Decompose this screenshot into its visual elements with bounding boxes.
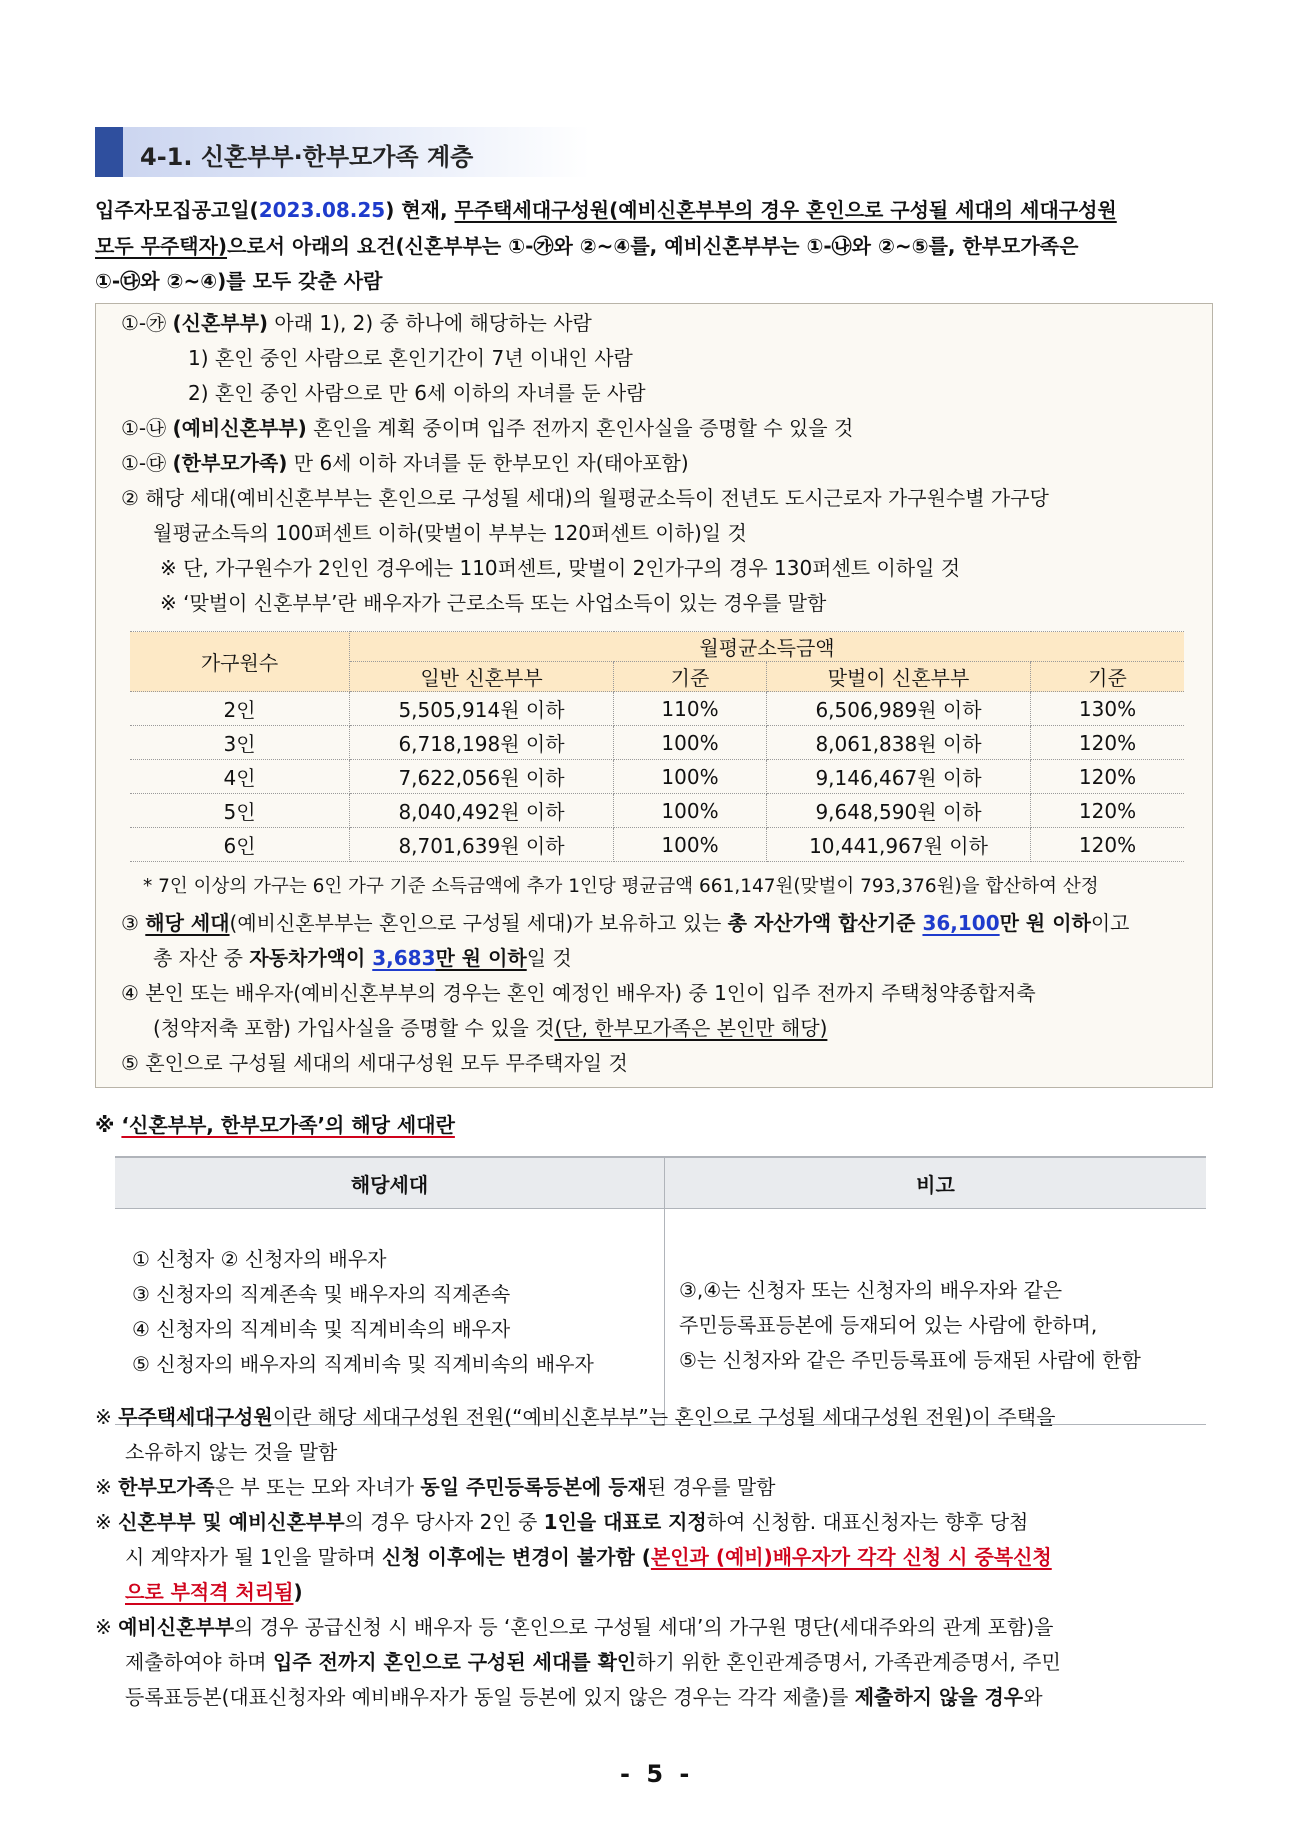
note-bold-text: 무주택세대구성원 [118,1405,273,1429]
cell-general-std: 110% [614,692,767,726]
cell-size: 3인 [130,726,350,760]
cell-dual: 6,506,989원 이하 [767,692,1031,726]
note-representative [95,1505,1052,1610]
col-header-household: 해당세대 [115,1157,665,1209]
req-savings-1: ④ 본인 또는 배우자(예비신혼부부의 경우는 혼인 예정인 배우자) 중 1인이 입주 전까지 주택청약종합저축 [121,981,1036,1005]
cell-dual-std: 120% [1031,828,1185,862]
list-item: ④ 신청자의 직계비속 및 직계비속의 배우자 [132,1317,511,1341]
list-item: ⑤는 신청자와 같은 주민등록표에 등재된 사람에 한함 [679,1348,1141,1372]
cell-dual: 10,441,967원 이하 [767,828,1031,862]
req-text: 총 자산 중 [153,946,250,970]
note-text: 이란 해당 세대구성원 전원(“예비신혼부부”는 혼인으로 구성될 세대구성원 전원)이 주택을 [272,1405,1056,1429]
col-header-remarks: 비고 [665,1157,1207,1209]
note-bold-text: 1인을 대표로 지정 [543,1510,707,1534]
note-bold-text: 제출하지 않을 경우 [854,1685,1024,1709]
cell-general-std: 100% [614,726,767,760]
note-text: 시 계약자가 될 1인을 말하며 [125,1545,383,1569]
req-income-note-2: ※ ‘맞벌이 신혼부부’란 배우자가 근로소득 또는 사업소득이 있는 경우를 말함 [160,591,827,615]
list-item: ① 신청자 ② 신청자의 배우자 [132,1247,387,1271]
note-marker: ※ [95,1475,119,1499]
note-bold-text: 신청 이후에는 변경이 불가함 ( [382,1545,651,1569]
cell-dual-std: 120% [1031,726,1185,760]
cell-general: 5,505,914원 이하 [350,692,614,726]
table-row [115,1209,1206,1425]
cell-dual-std: 130% [1031,692,1185,726]
note-bold-text: 신혼부부 및 예비신혼부부 [118,1510,345,1534]
req-text: (청약저축 포함) 가입사실을 증명할 수 있을 것 [153,1016,555,1040]
req-marker: ①-㉮ [121,311,173,335]
req-marker: ①-㉰ [121,451,173,475]
cell-dual: 8,061,838원 이하 [767,726,1031,760]
cell-size: 6인 [130,828,350,862]
note-warning-text: 으로 부적격 처리됨 [125,1580,294,1604]
cell-general: 6,718,198원 이하 [350,726,614,760]
req-text: 만 6세 이하 자녀를 둔 한부모인 자(태아포함) [287,451,689,475]
cell-general-std: 100% [614,794,767,828]
req-newlywed [121,307,592,339]
cell-general: 8,040,492원 이하 [350,794,614,828]
table-row [130,794,1184,828]
req-single-parent [121,447,689,479]
req-income-1: ② 해당 세대(예비신혼부부는 혼인으로 구성될 세대)의 월평균소득이 전년도 도시근로자 가구원수별 가구당 [121,486,1049,510]
note-text: 의 경우 공급신청 시 배우자 등 ‘혼인으로 구성될 세대’의 가구원 명단(세대주와의 관계 포함)을 [234,1615,1054,1639]
note-marker: ※ [95,1615,119,1639]
household-members-cell [115,1209,665,1425]
note-marker: ※ [95,1510,119,1534]
cell-dual-std: 120% [1031,794,1185,828]
section-heading [95,127,590,177]
intro-line-1 [95,193,1117,227]
req-bold-text: 만 원 이하 [435,946,527,970]
note-single-parent [95,1470,776,1505]
announcement-date: 2023.08.25 [258,198,386,222]
note-bold-text: 입주 전까지 혼인으로 구성된 세대를 확인 [272,1650,637,1674]
col-header-income-group: 월평균소득금액 [350,632,1185,662]
note-prospective [95,1610,1061,1715]
intro-text: 입주자모집공고일( [95,198,259,222]
list-item: 주민등록표등본에 등재되어 있는 사람에 한하며, [679,1313,1098,1337]
table-row [130,760,1184,794]
list-item: ⑤ 신청자의 배우자의 직계비속 및 직계비속의 배우자 [132,1352,594,1376]
col-header-dual-std: 기준 [1031,662,1185,692]
table-row [130,726,1184,760]
note-text: 은 부 또는 모와 자녀가 [214,1475,421,1499]
note-marker: ※ [95,1113,122,1137]
intro-line-3 [95,264,382,298]
req-newlywed-1: 1) 혼인 중인 사람으로 혼인기간이 7년 이내인 사람 [188,346,633,370]
intro-underlined-text: 무주택세대구성원(예비신혼부부의 경우 혼인으로 구성될 세대의 세대구성원 [454,198,1117,222]
req-income-note-1: ※ 단, 가구원수가 2인인 경우에는 110퍼센트, 맞벌이 2인가구의 경우 130퍼센트 이하일 것 [160,556,961,580]
req-prospective [121,412,853,444]
list-item: ③ 신청자의 직계존속 및 배우자의 직계존속 [132,1282,511,1306]
col-header-general-std: 기준 [614,662,767,692]
req-text: 이고 [1090,911,1130,935]
cell-general-std: 100% [614,760,767,794]
note-bold-text: 예비신혼부부 [118,1615,235,1639]
note-bold-text: 한부모가족 [118,1475,215,1499]
req-text: (예비신혼부부는 혼인으로 구성될 세대)가 보유하고 있는 [229,911,728,935]
col-header-general: 일반 신혼부부 [350,662,614,692]
note-text: 하기 위한 혼인관계증명서, 가족관계증명서, 주민 [636,1650,1061,1674]
req-text: 아래 1), 2) 중 하나에 해당하는 사람 [268,311,592,335]
req-label: (예비신혼부부) [172,416,307,440]
intro-text: ①-㉰와 ②~④)를 모두 갖춘 사람 [95,269,383,293]
cell-general: 8,701,639원 이하 [350,828,614,862]
note-text: 제출하여야 하며 [125,1650,273,1674]
intro-line-2 [95,229,1078,263]
note-text: 하여 신청함. 대표신청자는 향후 당첨 [706,1510,1029,1534]
req-newlywed-2: 2) 혼인 중인 사람으로 만 6세 이하의 자녀를 둔 사람 [188,381,646,405]
table-row [130,692,1184,726]
req-asset-2 [153,942,572,974]
req-text: 혼인을 계획 중이며 입주 전까지 혼인사실을 증명할 수 있을 것 [306,416,854,440]
req-bold-text: 해당 세대 [145,911,230,935]
cell-dual-std: 120% [1031,760,1185,794]
req-underlined-text: (단, 한부모가족은 본인만 해당) [554,1016,828,1040]
section-title: 4-1. 신혼부부·한부모가족 계층 [140,143,474,171]
intro-text: ) 현재, [385,198,455,222]
note-marker: ※ [95,1405,119,1429]
req-marker: ①-㉯ [121,416,173,440]
cell-size: 4인 [130,760,350,794]
note-bold-text: 동일 주민등록등본에 등재 [420,1475,647,1499]
req-label: (한부모가족) [172,451,288,475]
asset-limit-value: 36,100 [922,911,1000,935]
household-title [95,1108,455,1142]
note-text: 와 [1023,1685,1043,1709]
cell-size: 2인 [130,692,350,726]
req-label: (신혼부부) [172,311,269,335]
income-footnote: * 7인 이상의 가구는 6인 가구 기준 소득금액에 추가 1인당 평균금액 661,147원(맞벌이 793,376원)을 합산하여 산정 [143,876,1099,897]
note-text: 등록표등본(대표신청자와 예비배우자가 동일 등본에 있지 않은 경우는 각각 제출)를 [125,1685,855,1709]
req-savings-2 [153,1012,827,1044]
note-no-house-member [95,1400,1055,1470]
req-marker: ③ [121,911,146,935]
cell-general: 7,622,056원 이하 [350,760,614,794]
cell-dual: 9,648,590원 이하 [767,794,1031,828]
car-limit-value: 3,683 [372,946,436,970]
note-text: 소유하지 않는 것을 말함 [125,1440,338,1464]
note-bold-text: ) [293,1580,303,1604]
req-bold-text: 자동차가액이 [249,946,373,970]
cell-dual: 9,146,467원 이하 [767,760,1031,794]
note-warning-text: 본인과 (예비)배우자가 각각 신청 시 중복신청 [650,1545,1052,1569]
req-income-2: 월평균소득의 100퍼센트 이하(맞벌이 부부는 120퍼센트 이하)일 것 [153,521,747,545]
note-text: 의 경우 당사자 2인 중 [344,1510,544,1534]
req-asset-1 [121,907,1130,939]
cell-general-std: 100% [614,828,767,862]
req-no-house: ⑤ 혼인으로 구성될 세대의 세대구성원 모두 무주택자일 것 [121,1051,628,1075]
note-text: 된 경우를 말함 [646,1475,776,1499]
req-bold-text: 만 원 이하 [999,911,1091,935]
col-header-household-size: 가구원수 [130,632,350,692]
col-header-dual: 맞벌이 신혼부부 [767,662,1031,692]
household-table [115,1156,1206,1425]
intro-underlined-text: 모두 무주택자) [95,234,228,258]
req-bold-text: 총 자산가액 합산기준 [727,911,923,935]
income-table [130,631,1184,862]
req-text: 일 것 [526,946,572,970]
household-remarks-cell [665,1209,1207,1425]
intro-text: 으로서 아래의 요건(신혼부부는 ①-㉮와 ②~④를, 예비신혼부부는 ①-㉯와 ②~⑤를, 한부모가족은 [227,234,1079,258]
page-number: - 5 - [620,1760,694,1788]
table-row [130,828,1184,862]
household-title-text: ‘신혼부부, 한부모가족’의 해당 세대란 [121,1113,455,1137]
list-item: ③,④는 신청자 또는 신청자의 배우자와 같은 [679,1278,1063,1302]
cell-size: 5인 [130,794,350,828]
heading-accent-bar [95,127,123,177]
